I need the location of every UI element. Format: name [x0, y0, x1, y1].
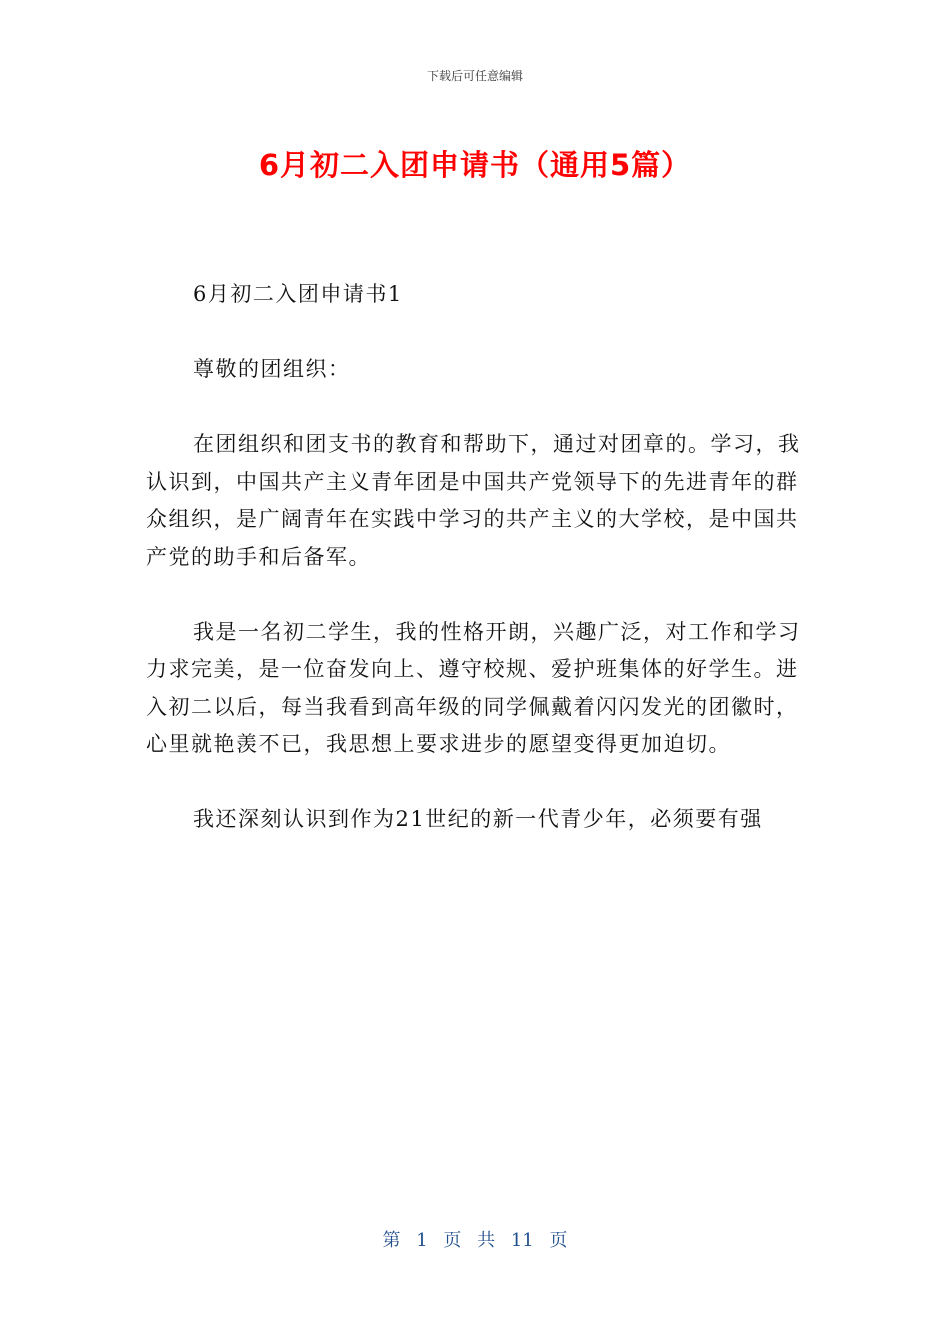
document-body	[146, 276, 806, 876]
body-paragraph: 我还深刻认识到作为21世纪的新一代青少年，必须要有强	[193, 807, 763, 831]
section-heading: 6月初二入团申请书1	[193, 282, 403, 306]
header-note: 下载后可任意编辑	[426, 69, 523, 83]
body-paragraph: 在团组织和团支书的教育和帮助下，通过对团章的。学习，我认识到，中国共产主义青年团是中国共产党领导下的先进青年的群众组织，是广阔青年在实践中学习的共产主义的大学校，是中国共产党的助手和后备军。	[146, 432, 801, 569]
page-number-footer: 第 1 页 共 11 页	[382, 1230, 568, 1251]
salutation: 尊敬的团组织：	[193, 357, 351, 381]
document-title: 6月初二入团申请书（通用5篇）	[258, 148, 692, 182]
body-paragraph: 我是一名初二学生，我的性格开朗，兴趣广泛，对工作和学习力求完美，是一位奋发向上、遵守校规、爱护班集体的好学生。进入初二以后，每当我看到高年级的同学佩戴着闪闪发光的团徽时，心里就艳羡不已，我思想上要求进步的愿望变得更加迫切。	[146, 619, 801, 756]
